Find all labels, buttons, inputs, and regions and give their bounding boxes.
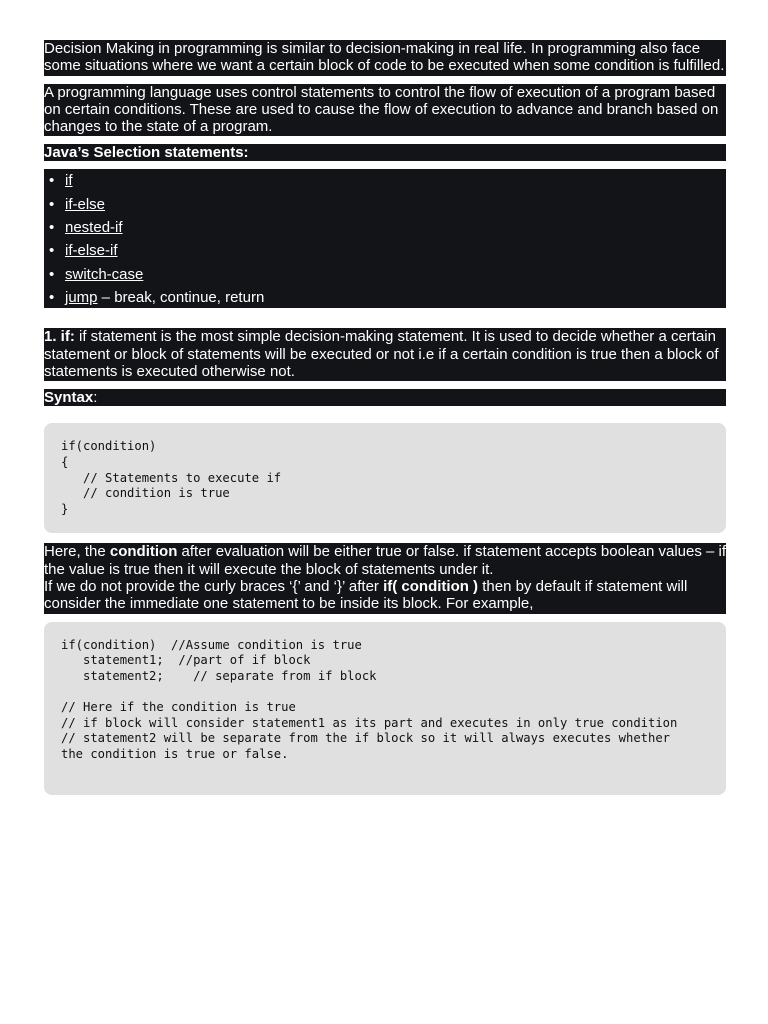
here-text: Here, the bbox=[44, 543, 110, 561]
article-body bbox=[44, 40, 726, 795]
intro-paragraph-1: Decision Making in programming is similar to decision-making in real life. In programming also face some situations where we want a certain block of code to be executed when some condition is fulfilled. bbox=[44, 40, 725, 75]
curly-text: If we do not provide the curly braces ‘{’ and ‘}’ after bbox=[44, 577, 384, 595]
if-description bbox=[44, 328, 726, 381]
list-item bbox=[44, 196, 726, 219]
link-if[interactable]: if bbox=[65, 172, 73, 190]
link-switch-case[interactable]: switch-case bbox=[65, 265, 144, 283]
link-jump[interactable]: jump bbox=[65, 288, 98, 306]
selection-list bbox=[44, 169, 726, 308]
here-text-rest: after evaluation will be either true or false. if statement accepts boolean values – if the value is true then it will execute the block of statements under it. bbox=[44, 543, 727, 578]
if-description-text: if statement is the most simple decision-making statement. It is used to decide whether a certain statement or block of statements will be executed or not i.e if a certain condition is true then a block of statements is executed otherwise not. bbox=[44, 328, 719, 381]
syntax-colon: : bbox=[93, 389, 98, 407]
condition-bold: condition bbox=[109, 543, 178, 561]
condition-explanation bbox=[44, 543, 726, 613]
link-if-else[interactable]: if-else bbox=[65, 195, 106, 213]
syntax-label: Syntax bbox=[44, 389, 94, 407]
list-item bbox=[44, 289, 726, 312]
code-block-example: if(condition) //Assume condition is true statement1; //part of if block statement2; // separate from if block // Here if the condition is true // if block will consider statement1 as its part and executes in only true condition // statement2 will be separate from the if block so it will always executes whether the condition is true or false. bbox=[44, 622, 726, 795]
jump-suffix: – break, continue, return bbox=[97, 288, 265, 306]
link-nested-if[interactable]: nested-if bbox=[65, 219, 123, 237]
curly-text-rest: then by default if statement will consider the immediate one statement to be inside its block. For example, bbox=[44, 577, 688, 613]
list-item bbox=[44, 219, 726, 242]
list-item bbox=[44, 266, 726, 289]
list-item bbox=[44, 172, 726, 195]
list-item bbox=[44, 242, 726, 265]
selection-heading: Java’s Selection statements: bbox=[44, 144, 726, 161]
if-condition-bold: if( condition ) bbox=[383, 577, 479, 595]
if-number-label: 1. if: bbox=[44, 328, 75, 346]
code-block-syntax: if(condition) { // Statements to execute if // condition is true } bbox=[44, 423, 726, 533]
link-if-else-if[interactable]: if-else-if bbox=[65, 242, 118, 260]
syntax-heading bbox=[44, 389, 726, 406]
intro-paragraph-2: A programming language uses control statements to control the flow of execution of a program based on certain conditions. These are used to cause the flow of execution to advance and branch based on changes to the state of a program. bbox=[44, 84, 726, 137]
